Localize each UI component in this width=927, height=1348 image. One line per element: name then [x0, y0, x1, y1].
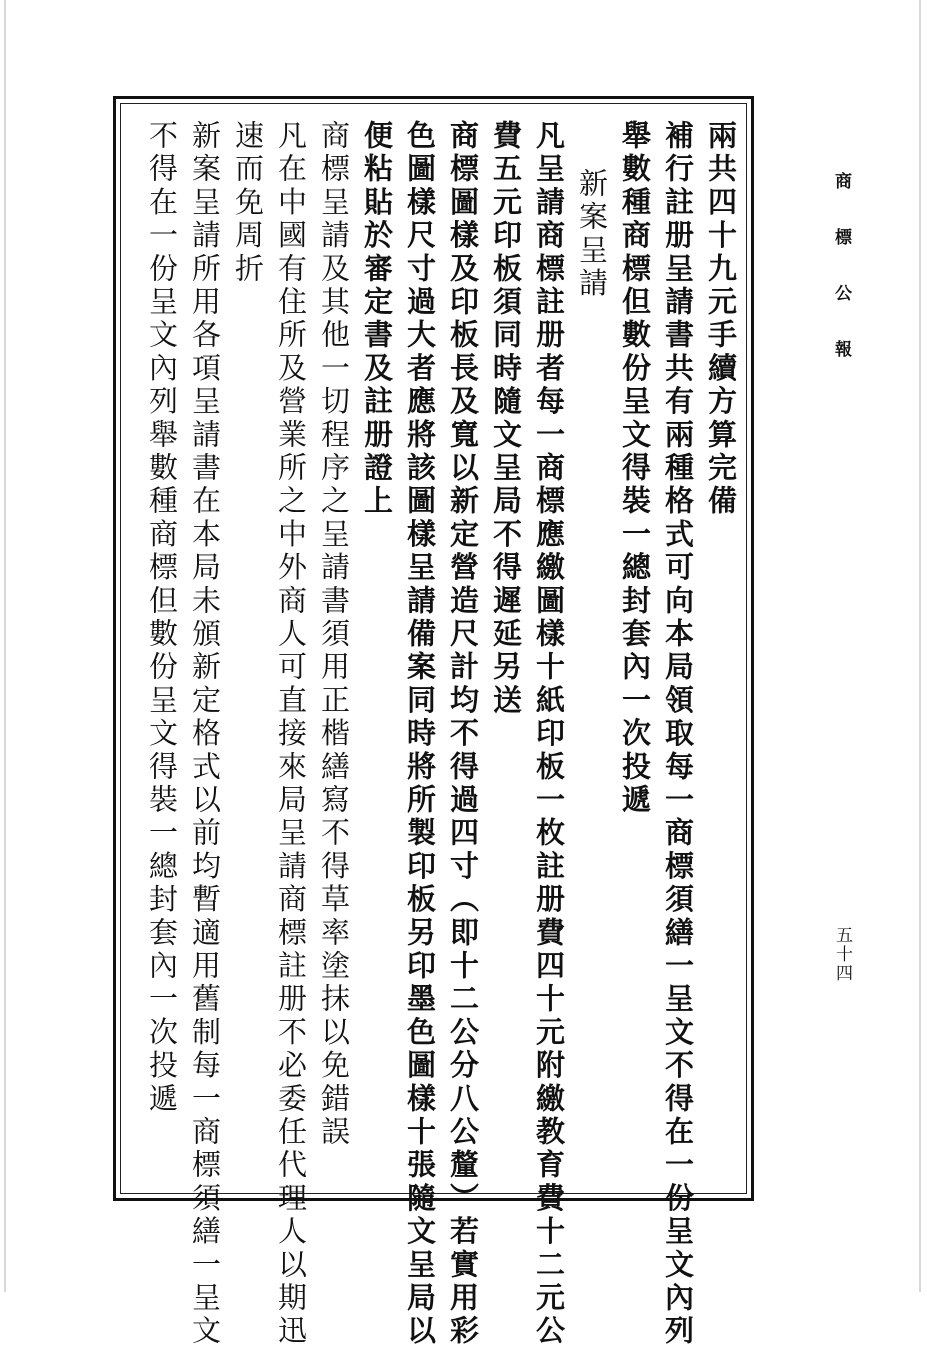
page-edge-left: [4, 0, 6, 1292]
text-column-9: 便粘貼於審定書及註册證上: [360, 120, 394, 519]
section-heading-new-application: 新案呈請: [575, 168, 609, 301]
text-column-14: 不得在一份呈文內列舉數種商標但數份呈文得裝一總封套內一次投遞: [145, 120, 179, 1116]
text-column-3: 舉數種商標但數份呈文得裝一總封套內一次投遞: [618, 120, 652, 818]
page-number: 五十四: [832, 926, 852, 983]
page-edge-right: [919, 0, 921, 1292]
text-column-6: 費五元印板須同時隨文呈局不得遲延另送: [489, 120, 523, 718]
text-column-13: 新案呈請所用各項呈請書在本局未頒新定格式以前均暫適用舊制每一商標須繕一呈文: [188, 120, 222, 1348]
text-column-2: 補行註册呈請書共有兩種格式可向本局領取每一商標須繕一呈文不得在一份呈文內列: [661, 120, 695, 1348]
text-column-8: 色圖樣尺寸過大者應將該圖樣呈請備案同時將所製印板另印墨色圖樣十張隨文呈局以: [403, 120, 437, 1348]
text-column-12: 速而免周折: [231, 120, 265, 286]
text-column-11: 凡在中國有住所及營業所之中外商人可直接來局呈請商標註册不必委任代理人以期迅: [274, 120, 308, 1348]
text-column-10: 商標呈請及其他一切程序之呈請書須用正楷繕寫不得草率塗抹以免錯誤: [317, 120, 351, 1150]
text-column-5: 凡呈請商標註册者每一商標應繳圖樣十紙印板一枚註册費四十元附繳教育費十二元公: [532, 120, 566, 1348]
text-column-7: 商標圖樣及印板長及寬以新定營造尺計均不得過四寸（即十二公分八公釐）若實用彩: [446, 120, 480, 1348]
text-column-1: 兩共四十九元手續方算完備: [704, 120, 738, 519]
running-title: 商標公報: [831, 172, 851, 396]
